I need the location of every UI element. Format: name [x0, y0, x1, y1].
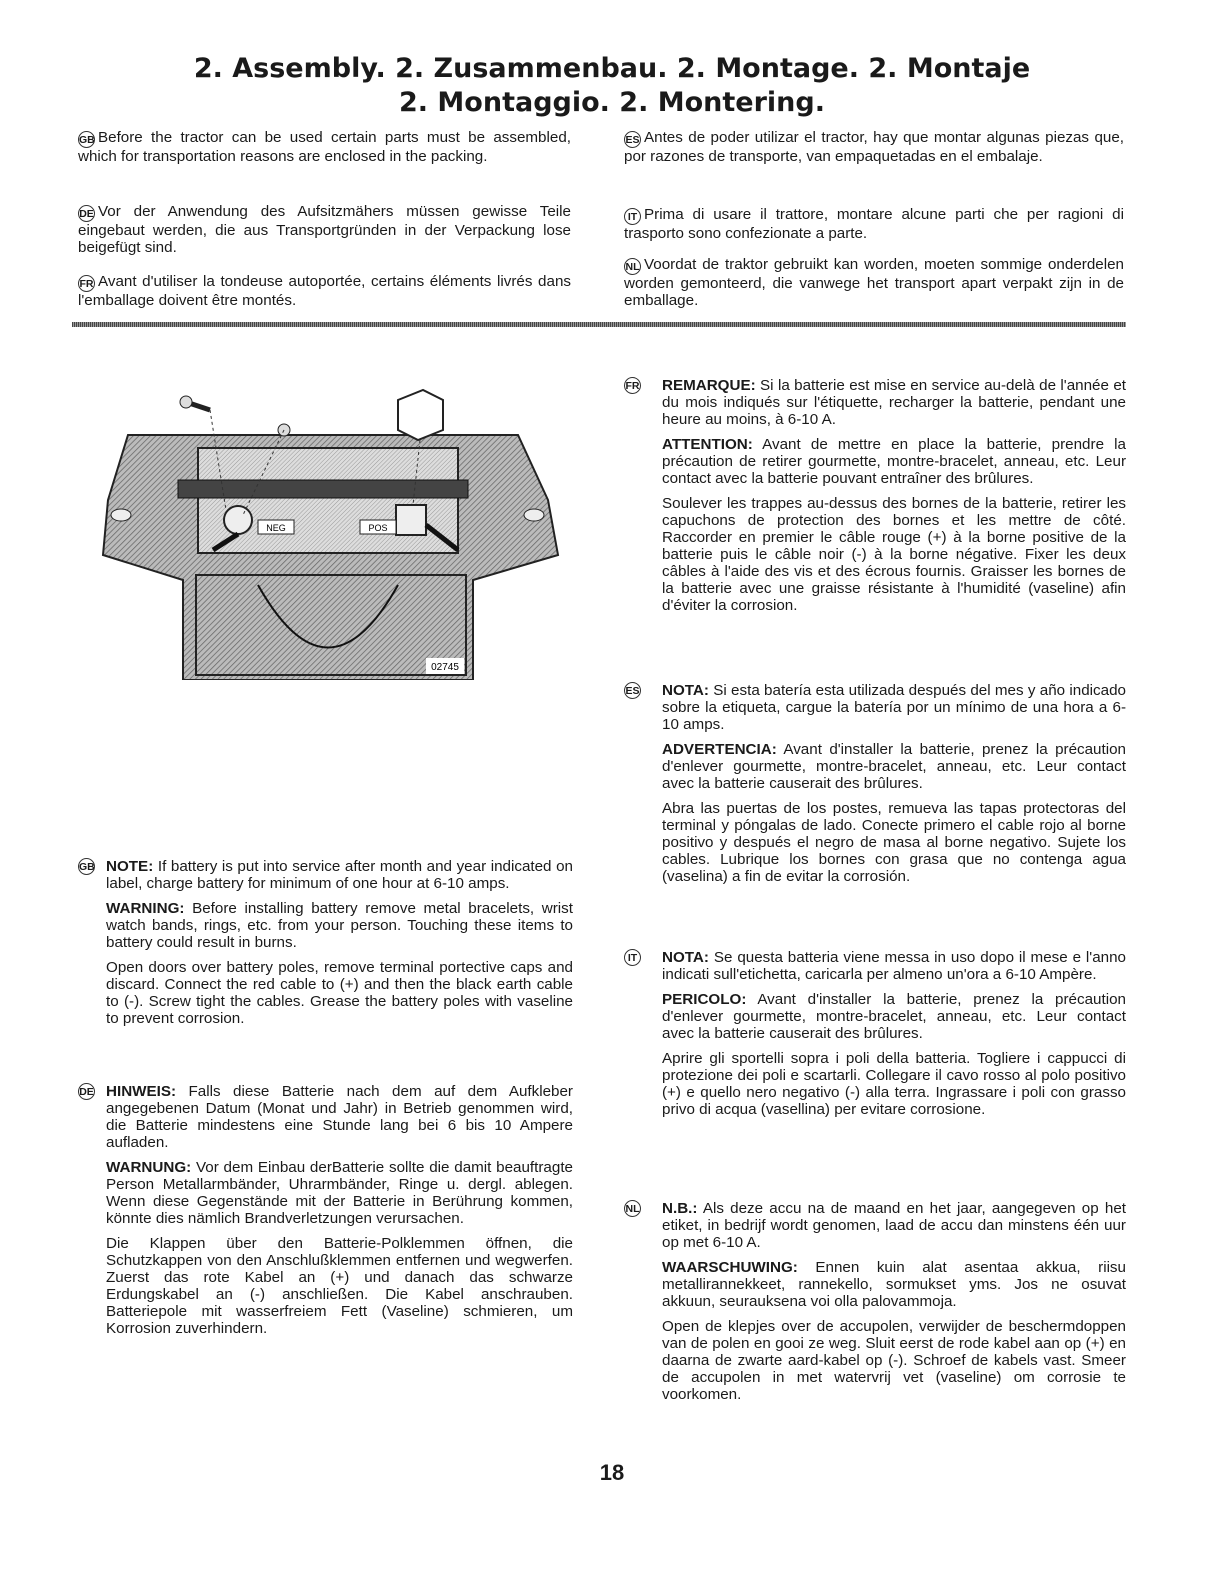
lang-badge-es: ES	[624, 131, 641, 148]
figure-id: 02745	[431, 662, 459, 673]
lang-badge-gb: GB	[78, 858, 95, 875]
negative-terminal	[224, 506, 252, 534]
page-subtitle: 2. Montaggio. 2. Montering.	[398, 87, 825, 118]
lang-badge-it: IT	[624, 208, 641, 225]
battery-illustration	[98, 380, 568, 680]
intro-gb: GB Before the tractor can be used certain parts must be assembled, which for transportation reasons are enclosed in the packing.	[78, 129, 571, 165]
lang-badge-de: DE	[78, 205, 95, 222]
intro-fr: FR Avant d'utiliser la tondeuse autoportée, certains éléments livrés dans l'emballage doivent être montés.	[78, 273, 571, 309]
lang-badge-gb: GB	[78, 131, 95, 148]
intro-de: DE Vor der Anwendung des Aufsitzmähers müssen gewisse Teile eingebaut werden, die aus Transportgründen in der Verpackung lose beigefügt sind.	[78, 203, 571, 256]
page-number: 18	[599, 1460, 625, 1485]
section-divider	[72, 322, 1126, 327]
intro-nl: NL Voordat de traktor gebruikt kan worden, moeten sommige onderdelen worden gemonteerd, die vanwege het transport apart verpakt zijn in de emballage.	[624, 256, 1124, 309]
positive-terminal	[396, 505, 426, 535]
page-title: 2. Assembly. 2. Zusammenbau. 2. Montage. 2. Montaje	[193, 53, 1031, 84]
pos-label: POS	[368, 523, 388, 533]
lang-badge-fr: FR	[78, 275, 95, 292]
lang-badge-de: DE	[78, 1083, 95, 1100]
screw-part	[180, 396, 210, 410]
lang-badge-nl: NL	[624, 1200, 641, 1217]
neg-label: NEG	[266, 523, 286, 533]
intro-it: IT Prima di usare il trattore, montare alcune parti che per ragioni di trasporto sono confezionate a parte.	[624, 206, 1124, 242]
lang-badge-nl: NL	[624, 258, 641, 275]
intro-es: ES Antes de poder utilizar el tractor, hay que montar algunas piezas que, por razones de transporte, van empaquetadas en el embalaje.	[624, 129, 1124, 165]
lang-badge-fr: FR	[624, 377, 641, 394]
terminal-cover	[398, 390, 443, 440]
lang-badge-es: ES	[624, 682, 641, 699]
lang-badge-it: IT	[624, 949, 641, 966]
